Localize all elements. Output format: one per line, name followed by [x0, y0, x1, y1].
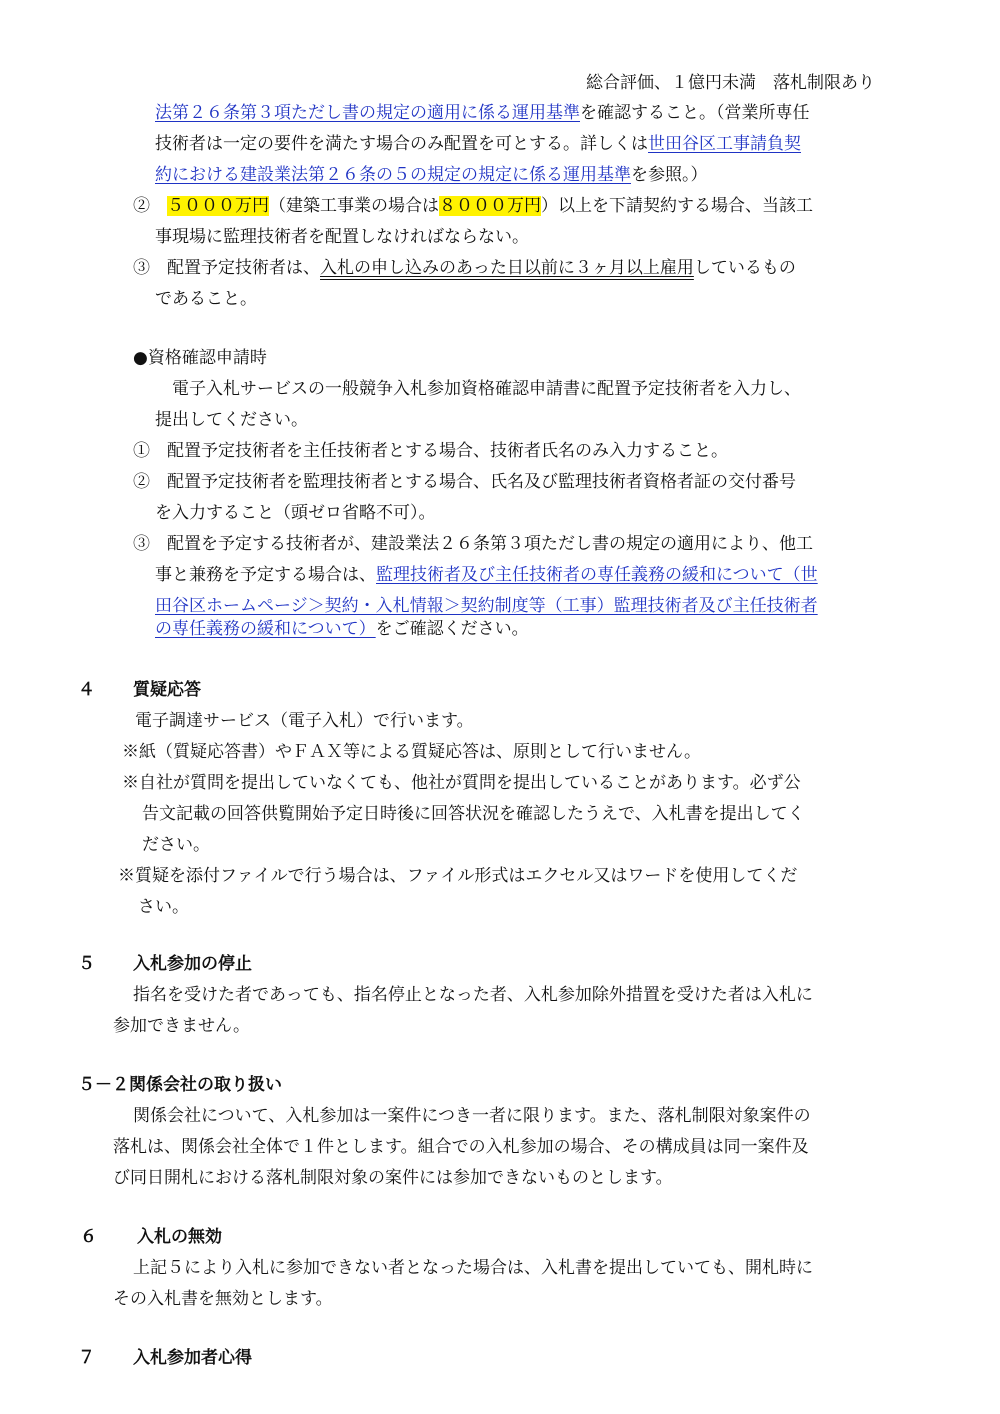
- text-line: 電子入札サービスの一般競争入札参加資格確認申請書に配置予定技術者を入力し、: [172, 379, 801, 399]
- text-span: ）以上を下請契約する場合、当該工: [541, 196, 813, 216]
- text-span: 配置予定技術者は、: [167, 258, 320, 278]
- list-item-2: [133, 469, 796, 495]
- text-line: [155, 100, 810, 126]
- text-span: 配置予定技術者を主任技術者とする場合、技術者氏名のみ入力すること。: [167, 441, 728, 461]
- note-line: ※自社が質問を提出していなくても、他社が質問を提出していることがあります。必ず公: [122, 773, 801, 793]
- text-line: であること。: [155, 289, 257, 309]
- section-5-title: 入札参加の停止: [133, 954, 252, 974]
- section-5-number: ５: [78, 954, 95, 974]
- text-span: （建築工事業の場合は: [269, 196, 439, 216]
- dedicated-duty-relaxation-link-end[interactable]: の専任義務の緩和について）: [155, 619, 376, 639]
- text-line: 電子調達サービス（電子入札）で行います。: [135, 711, 474, 731]
- text-line: び同日開札における落札制限対象の案件には参加できないものとします。: [113, 1168, 673, 1188]
- text-line: ださい。: [142, 835, 210, 855]
- text-line: 関係会社について、入札参加は一案件につき一者に限ります。また、落札制限対象案件の: [133, 1106, 811, 1126]
- text-span: 配置を予定する技術者が、建設業法２６条第３項ただし書の規定の適用により、他工: [167, 534, 813, 554]
- text-line: 上記５により入札に参加できない者となった場合は、入札書を提出していても、開札時に: [133, 1258, 813, 1278]
- highlighted-amount: ８０００万円: [439, 196, 541, 216]
- text-span: しているもの: [693, 258, 796, 278]
- header-label: 総合評価、１億円未満 落札制限あり: [586, 73, 875, 93]
- dedicated-duty-relaxation-link-cont[interactable]: 田谷区ホームページ＞契約・入札情報＞契約制度等（工事）監理技術者及び主任技術者: [155, 596, 818, 616]
- section-7-title: 入札参加者心得: [133, 1348, 252, 1368]
- underlined-text: 入札の申し込みのあった日以前に３ヶ月以上雇用: [320, 258, 694, 278]
- text-line: [155, 162, 708, 188]
- text-span: 配置予定技術者を監理技術者とする場合、氏名及び監理技術者資格者証の交付番号: [167, 472, 796, 492]
- text-span: をご確認ください。: [375, 619, 529, 639]
- section-4-title: 質疑応答: [133, 680, 201, 700]
- dedicated-duty-relaxation-link[interactable]: 監理技術者及び主任技術者の専任義務の緩和について（世: [376, 565, 818, 585]
- section-4-number: ４: [78, 680, 95, 700]
- operation-standard-link[interactable]: 法第２６条第３項ただし書の規定の適用に係る運用基準: [155, 103, 580, 123]
- text-span: 技術者は一定の要件を満たす場合のみ配置を可とする。詳しくは: [155, 134, 648, 154]
- item-number: ③: [133, 534, 150, 554]
- item-number: ①: [133, 441, 150, 461]
- text-span: 事と兼務を予定する場合は、: [155, 565, 376, 585]
- list-item-1: [133, 438, 728, 464]
- section-7-number: ７: [78, 1348, 95, 1368]
- setagaya-contract-link[interactable]: 世田谷区工事請負契: [648, 134, 801, 154]
- text-line: [155, 562, 818, 588]
- text-line: を入力すること（頭ゼロ省略不可）。: [155, 503, 436, 523]
- list-item-2: [133, 193, 813, 219]
- text-span: を確認すること。（営業所専任: [580, 103, 810, 123]
- note-line: ※紙（質疑応答書）やＦＡＸ等による質疑応答は、原則として行いません。: [122, 742, 702, 762]
- text-line: 指名を受けた者であっても、指名停止となった者、入札参加除外措置を受けた者は入札に: [133, 985, 813, 1005]
- item-number: ②: [133, 472, 150, 492]
- item-number: ②: [133, 196, 150, 216]
- text-line: [155, 131, 801, 157]
- section-heading: ●資格確認申請時: [133, 348, 267, 368]
- section-6-number: ６: [80, 1227, 97, 1247]
- text-line: 落札は、関係会社全体で１件とします。組合での入札参加の場合、その構成員は同一案件及: [113, 1137, 809, 1157]
- section-5-2-title: ５－２関係会社の取り扱い: [78, 1075, 282, 1095]
- text-span: を参照。）: [631, 165, 708, 185]
- text-line: 事現場に監理技術者を配置しなければならない。: [155, 227, 529, 247]
- highlighted-amount: ５０００万円: [167, 196, 269, 216]
- section-6-title: 入札の無効: [137, 1227, 222, 1247]
- text-line: 提出してください。: [155, 410, 308, 430]
- setagaya-contract-link-cont[interactable]: 約における建設業法第２６条の５の規定の規定に係る運用基準: [155, 165, 631, 185]
- note-line: ※質疑を添付ファイルで行う場合は、ファイル形式はエクセル又はワードを使用してくだ: [118, 866, 798, 886]
- text-line: その入札書を無効とします。: [113, 1289, 333, 1309]
- text-line: さい。: [138, 897, 189, 917]
- list-item-3: [133, 255, 796, 281]
- text-line: [155, 616, 529, 642]
- list-item-3: [133, 531, 813, 557]
- text-line: 参加できません。: [113, 1016, 251, 1036]
- text-line: 告文記載の回答供覧開始予定日時後に回答状況を確認したうえで、入札書を提出してく: [142, 804, 805, 824]
- item-number: ③: [133, 258, 150, 278]
